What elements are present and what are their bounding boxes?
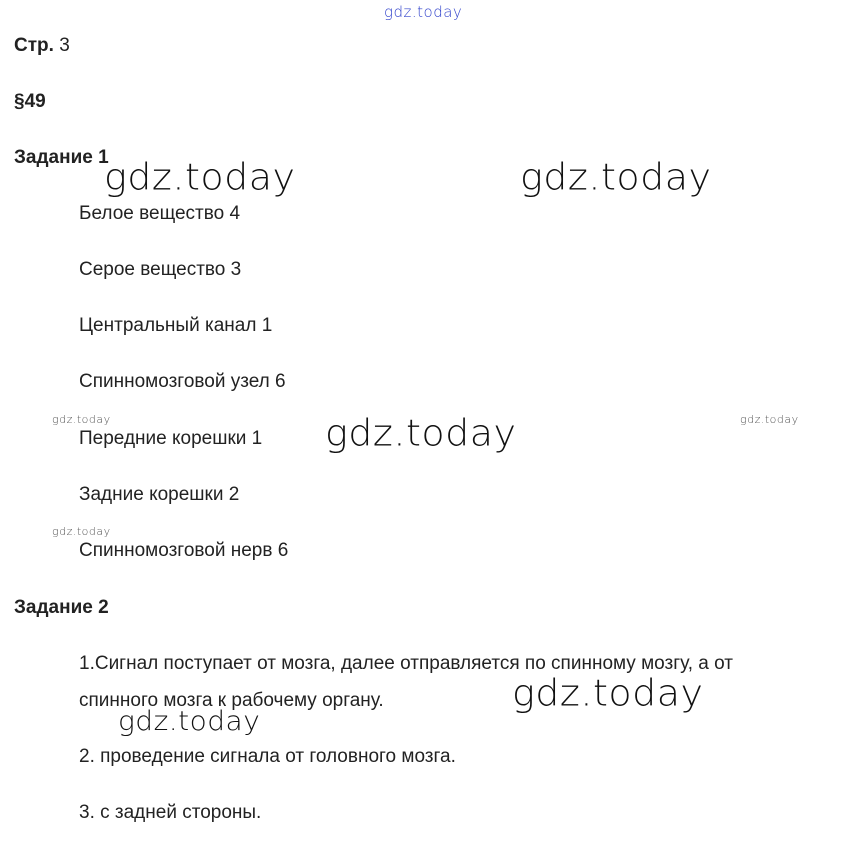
task1-item: Белое вещество 4 (79, 203, 241, 224)
page-label: Стр. (14, 35, 54, 56)
watermark-large: gdz.today (104, 156, 296, 198)
watermark-large: gdz.today (520, 156, 712, 198)
task1-title: Задание 1 (14, 147, 109, 168)
task2-answer: спинного мозга к рабочему органу. (79, 690, 384, 711)
task1-item: Спинномозговой узел 6 (79, 371, 286, 392)
watermark-top-link[interactable]: gdz.today (384, 3, 463, 21)
task2-answer: 3. с задней стороны. (79, 802, 262, 823)
task1-item: Спинномозговой нерв 6 (79, 540, 289, 561)
watermark-large: gdz.today (325, 412, 517, 454)
task2-title: Задание 2 (14, 597, 109, 618)
task1-item: Задние корешки 2 (79, 484, 240, 505)
watermark-small: gdz.today (52, 413, 111, 426)
task1-item: Серое вещество 3 (79, 259, 242, 280)
task2-answer: 1.Сигнал поступает от мозга, далее отправляется по спинному мозгу, а от (79, 653, 733, 674)
task1-item: Передние корешки 1 (79, 428, 263, 449)
task2-answer: 2. проведение сигнала от головного мозга. (79, 746, 456, 767)
page-number: 3 (59, 35, 70, 56)
watermark-small: gdz.today (52, 525, 111, 538)
task1-item: Центральный канал 1 (79, 315, 273, 336)
watermark-medium: gdz.today (118, 705, 261, 737)
page-header (14, 34, 70, 58)
paragraph-number: §49 (14, 91, 46, 112)
watermark-large: gdz.today (512, 672, 704, 714)
watermark-small: gdz.today (740, 413, 799, 426)
